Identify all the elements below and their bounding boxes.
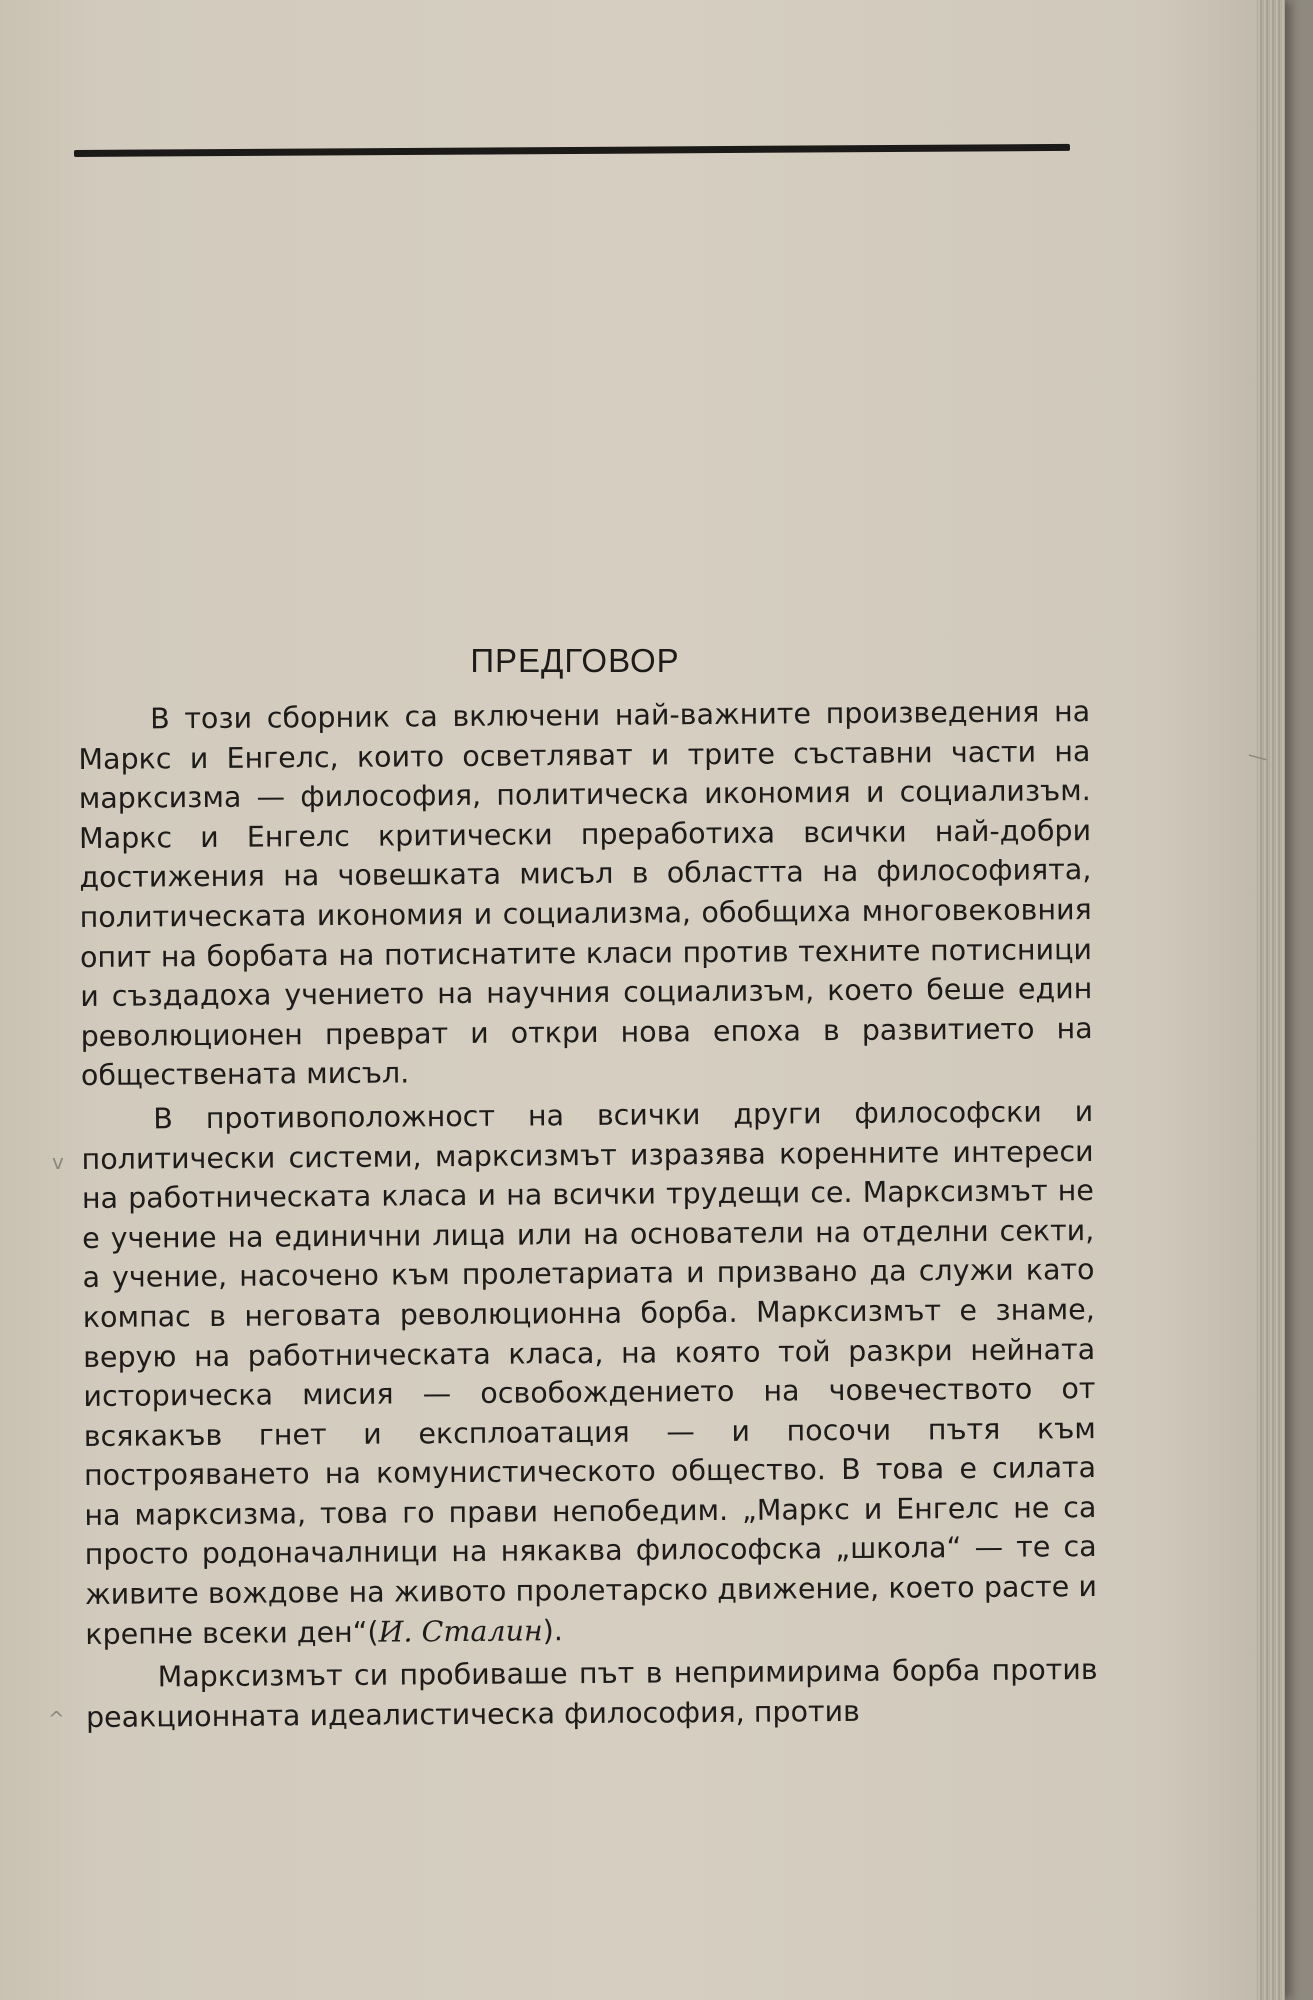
paragraph-2	[81, 1092, 1097, 1654]
top-rule	[74, 144, 1070, 157]
citation-close: ).	[542, 1613, 563, 1648]
citation: И. Сталин	[378, 1614, 543, 1649]
page-title: ПРЕДГОВОР	[470, 642, 680, 679]
margin-pencil-mark: —	[1245, 741, 1271, 771]
paragraph-1: В този сборник са включени най-важните произведения на Маркс и Енгелс, които осветляват и трите съставни части на марксизма — философия, политическа икономия и социализъм. Маркс и Енгелс критически преработиха всички най-добри достижения на човешката мисъл в областта на философията, политическата икономия и социализма, обобщиха многовековния опит на борбата на потиснатите класи против техните потисници и създадоха учението на научния социализъм, което беше един революционен преврат и откри нова епоха в развитието на обществената мисъл.	[78, 695, 1093, 1093]
margin-caret-mark: ^	[48, 1707, 65, 1731]
paragraph-2-text: В противоположност на всички други философски и политически системи, марксизмът изразява коренните интереси на работническата класа и на всички трудещи се. Марксизмът не е учение на единични лица или на основатели на отделни секти, а учение, насочено към пролетариата и призвано да служи като компас в неговата революционна борба. Марксизмът е знаме, верую на работническата класа, на която той разкри нейната историческа мисия — освобождението на човечеството от всякакъв гнет и експлоатация — и посочи пътя към построяването на комунистическото общество. В това е силата на марксизма, това го прави непобедим. „Маркс и Енгелс не са просто родоначалници на някаква философска „школа“ — те са живите вождове на живото пролетарско движение, което расте и крепне всеки ден“	[81, 1094, 1098, 1651]
margin-check-mark: v	[52, 1150, 64, 1174]
body-text	[78, 692, 1098, 1737]
page-edges	[1257, 0, 1285, 2000]
citation-open: (	[367, 1615, 379, 1649]
paragraph-3: Марксизмът си пробиваше път в непримирима борба против реакционната идеалистическа философия, против	[85, 1653, 1098, 1734]
